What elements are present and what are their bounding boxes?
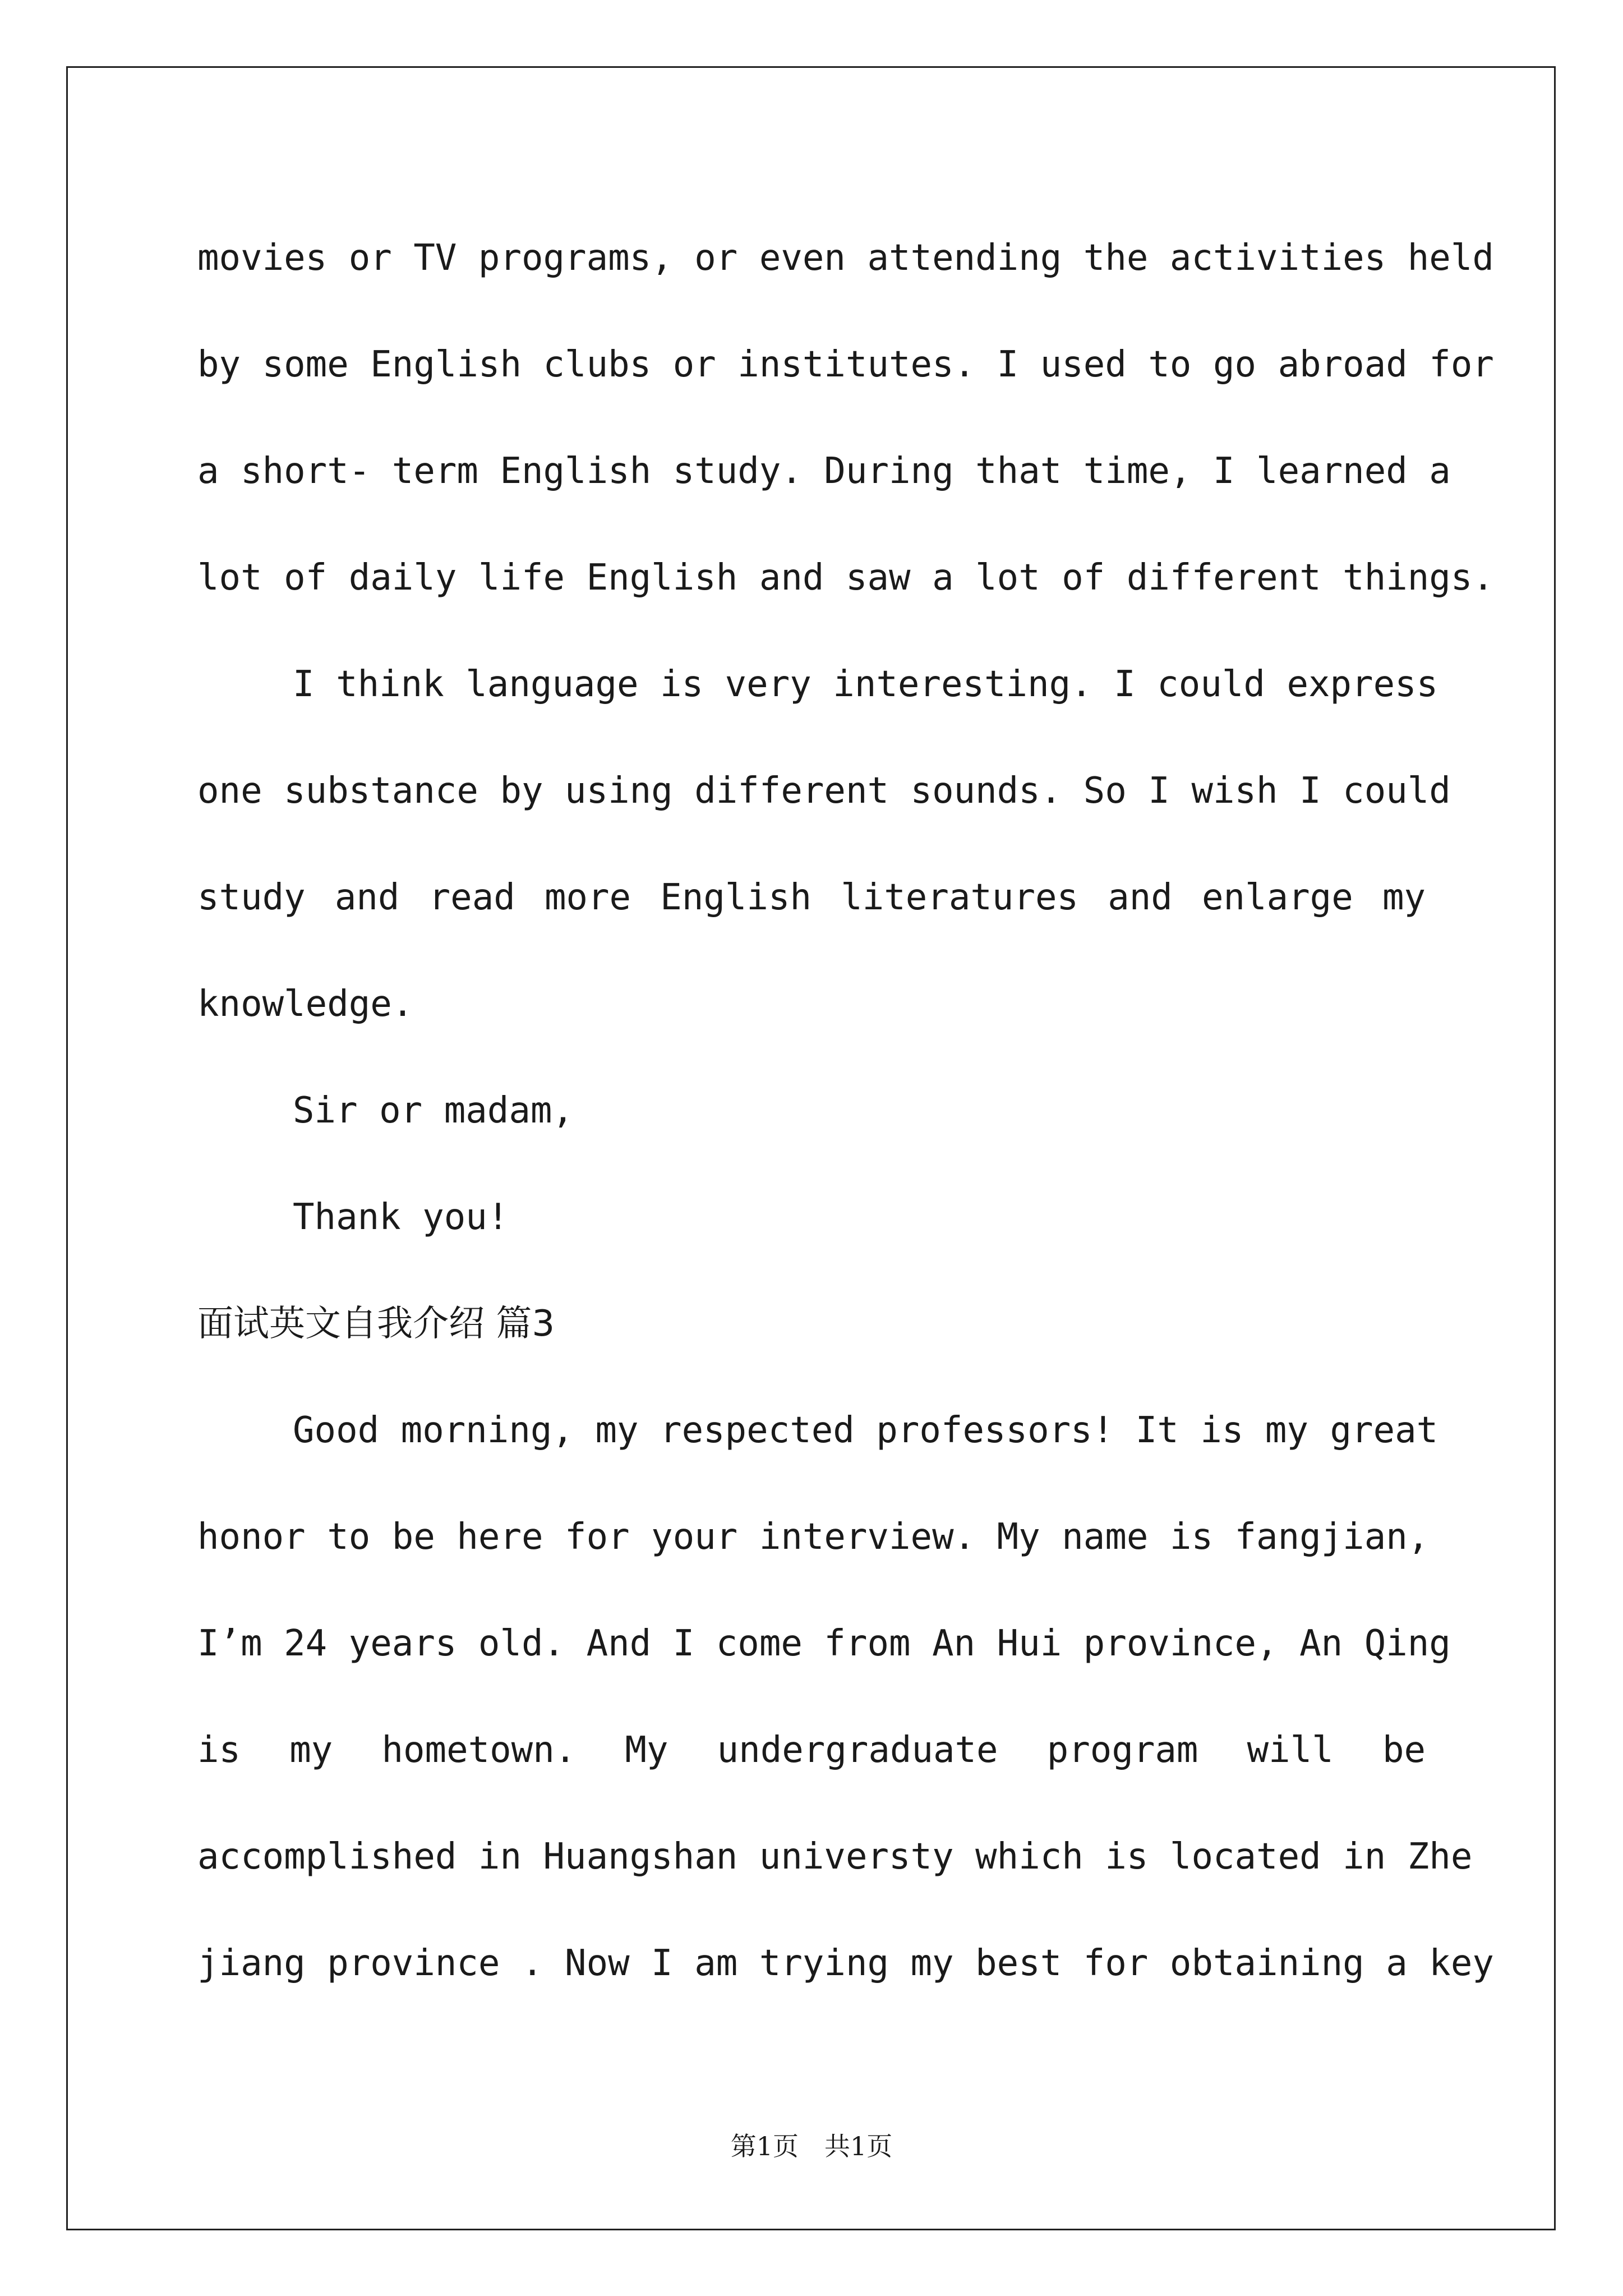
text-line: one substance by using different sounds. So I wish I could: [197, 770, 1451, 812]
text-line: knowledge.: [197, 983, 414, 1025]
text-line: jiang province . Now I am trying my best for obtaining a key: [197, 1943, 1494, 1984]
text-line: I’m 24 years old. And I come from An Hui province, An Qing: [197, 1623, 1451, 1664]
section-heading: 面试英文自我介绍 篇3: [197, 1303, 555, 1345]
text-line: movies or TV programs, or even attending the activities held: [197, 237, 1494, 279]
text-line: Thank you!: [293, 1197, 509, 1238]
text-line: lot of daily life English and saw a lot of different things.: [197, 557, 1494, 599]
text-line: accomplished in Huangshan universty which is located in Zhe: [197, 1836, 1473, 1878]
text-line: Sir or madam,: [293, 1090, 574, 1131]
page-number-footer: 第1页 共1页: [730, 2131, 893, 2161]
text-line: is my hometown. My undergraduate program will be: [197, 1729, 1426, 1771]
text-line: honor to be here for your interview. My name is fangjian,: [197, 1516, 1430, 1558]
text-line: study and read more English literatures and enlarge my: [197, 877, 1426, 918]
text-line: Good morning, my respected professors! It is my great: [293, 1410, 1438, 1451]
text-line: I think language is very interesting. I could express: [293, 664, 1438, 705]
text-line: a short- term English study. During that time, I learned a: [197, 450, 1451, 492]
text-line: by some English clubs or institutes. I used to go abroad for: [197, 344, 1494, 385]
